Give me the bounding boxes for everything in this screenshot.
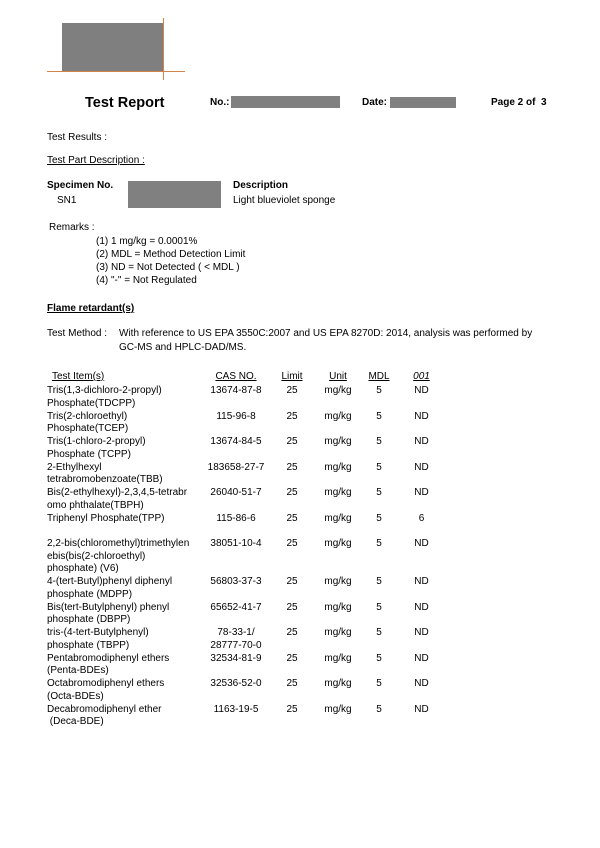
table-row <box>47 678 444 704</box>
col-header-result-001: 001 <box>413 371 430 382</box>
cell-cas-no-line: 1163-19-5 <box>213 703 259 715</box>
cell-cas-no <box>205 602 267 628</box>
cell-limit: 25 <box>286 385 298 396</box>
date-label: Date: <box>362 97 388 108</box>
table-row <box>47 627 444 653</box>
cell-test-item <box>47 513 205 539</box>
cell-mdl: 5 <box>376 410 382 422</box>
company-logo <box>62 23 164 71</box>
col-header-limit: Limit <box>281 371 303 382</box>
redacted-specimen-id <box>128 181 221 208</box>
cell-test-item-line: (Octa-BDEs) <box>47 690 104 702</box>
table-row <box>47 576 444 602</box>
cell-limit: 25 <box>286 436 298 447</box>
table-row <box>47 653 444 679</box>
specimen-no-header: Specimen No. <box>47 180 114 191</box>
cell-test-item <box>47 678 205 704</box>
cell-mdl: 5 <box>376 487 382 498</box>
cell-cas-no-line: 115-86-6 <box>216 512 256 524</box>
cell-test-item-line: (Deca-BDE) <box>47 716 104 727</box>
cell-cas-no <box>205 487 267 513</box>
cell-mdl: 5 <box>376 601 382 613</box>
cell-unit: mg/kg <box>324 576 352 587</box>
table-row <box>47 411 444 437</box>
cell-test-item-line: Decabromodiphenyl ether <box>47 703 162 715</box>
description-header: Description <box>233 180 289 191</box>
cell-limit: 25 <box>286 461 298 473</box>
cell-cas-no <box>205 436 267 462</box>
cell-unit: mg/kg <box>324 652 352 664</box>
table-row <box>47 487 444 513</box>
cell-cas-no <box>205 576 267 602</box>
cell-test-item <box>47 462 205 488</box>
test-method-line1: With reference to US EPA 3550C:2007 and US EPA 8270D: 2014, analysis was performed by <box>119 328 533 339</box>
cell-mdl: 5 <box>376 436 382 447</box>
cell-unit: mg/kg <box>324 538 352 549</box>
col-header-test-item: Test Item(s) <box>52 371 105 382</box>
cell-test-item-line: omo phthalate(TBPH) <box>47 499 144 511</box>
table-row <box>47 436 444 462</box>
cell-cas-no-line: 183658-27-7 <box>207 461 265 473</box>
cell-limit: 25 <box>286 601 298 613</box>
table-row <box>47 385 444 411</box>
col-header-unit: Unit <box>329 371 347 382</box>
cell-cas-no-line: 38051-10-4 <box>210 538 262 549</box>
cell-cas-no <box>205 678 267 704</box>
cell-test-item-line: phosphate (MDPP) <box>47 588 133 600</box>
cell-test-item <box>47 411 205 437</box>
cell-test-item-line: 2-Ethylhexyl <box>47 461 102 473</box>
cell-limit: 25 <box>286 538 298 549</box>
cell-test-item-line: Tris(2-chloroethyl) <box>47 410 128 422</box>
redacted-date <box>390 97 456 108</box>
col-header-mdl: MDL <box>368 371 390 382</box>
cell-test-item-line: ebis(bis(2-chloroethyl) <box>47 550 146 562</box>
cell-test-item-line: Phosphate(TCEP) <box>47 423 129 434</box>
cell-test-item-line: tris-(4-tert-Butylphenyl) <box>47 627 149 638</box>
cell-test-item-line: Phosphate(TDCPP) <box>47 397 136 409</box>
cell-test-item-line: Bis(tert-Butylphenyl) phenyl <box>47 601 170 613</box>
test-method-label: Test Method : <box>47 328 108 339</box>
cell-cas-no-line: 78-33-1/ <box>217 627 255 638</box>
cell-test-item-line: Phosphate (TCPP) <box>47 448 131 460</box>
cell-mdl: 5 <box>376 512 382 524</box>
cell-cas-no-line: 28777-70-0 <box>210 639 262 651</box>
remark-item: (1) 1 mg/kg = 0.0001% <box>96 236 198 247</box>
cell-result-001: ND <box>414 538 429 549</box>
cell-result-001: ND <box>414 703 429 715</box>
cell-test-item-line: 4-(tert-Butyl)phenyl diphenyl <box>47 576 173 587</box>
cell-test-item-line: Octabromodiphenyl ethers <box>47 678 165 689</box>
cell-result-001: ND <box>414 410 429 422</box>
table-row <box>47 513 444 539</box>
cell-cas-no-line: 32536-52-0 <box>210 678 262 689</box>
cell-cas-no <box>205 538 267 576</box>
specimen-no: SN1 <box>57 195 77 206</box>
cell-test-item <box>47 653 205 679</box>
cell-unit: mg/kg <box>324 436 352 447</box>
cell-unit: mg/kg <box>324 678 352 689</box>
cell-mdl: 5 <box>376 652 382 664</box>
cell-test-item-line: tetrabromobenzoate(TBB) <box>47 474 163 485</box>
cell-test-item-line: (Penta-BDEs) <box>47 665 109 676</box>
cell-cas-no-line: 115-96-8 <box>216 410 256 422</box>
logo-rule-vertical <box>163 18 164 80</box>
cell-cas-no <box>205 704 267 730</box>
cell-cas-no-line: 26040-51-7 <box>210 487 262 498</box>
test-results-label: Test Results : <box>47 132 108 143</box>
cell-test-item <box>47 385 205 411</box>
cell-unit: mg/kg <box>324 410 352 422</box>
cell-test-item <box>47 704 205 730</box>
cell-result-001: ND <box>414 576 429 587</box>
cell-unit: mg/kg <box>324 512 352 524</box>
cell-test-item-line: Tris(1,3-dichloro-2-propyl) <box>47 385 162 396</box>
cell-test-item-line: phosphate) (V6) <box>47 563 119 574</box>
cell-result-001: ND <box>414 652 429 664</box>
cell-mdl: 5 <box>376 678 382 689</box>
cell-limit: 25 <box>286 512 298 524</box>
cell-result-001: ND <box>414 678 429 689</box>
cell-test-item <box>47 436 205 462</box>
cell-cas-no <box>205 385 267 411</box>
section-title: Flame retardant(s) <box>47 303 135 314</box>
cell-mdl: 5 <box>376 461 382 473</box>
cell-cas-no <box>205 462 267 488</box>
remarks-label: Remarks : <box>49 222 95 233</box>
cell-cas-no-line: 13674-84-5 <box>210 436 262 447</box>
cell-limit: 25 <box>286 576 298 587</box>
cell-cas-no-line: 56803-37-3 <box>210 576 262 587</box>
cell-limit: 25 <box>286 678 298 689</box>
cell-cas-no <box>205 513 267 539</box>
cell-limit: 25 <box>286 652 298 664</box>
cell-unit: mg/kg <box>324 601 352 613</box>
results-table <box>47 371 444 729</box>
cell-cas-no-line: 32534-81-9 <box>210 652 262 664</box>
report-title: Test Report <box>85 95 165 111</box>
cell-result-001: 6 <box>418 512 425 524</box>
test-method-line2: GC-MS and HPLC-DAD/MS. <box>119 342 247 353</box>
cell-test-item-line: 2,2-bis(chloromethyl)trimethylen <box>47 538 190 549</box>
cell-test-item-line: phosphate (TBPP) <box>47 639 130 651</box>
cell-cas-no <box>205 411 267 437</box>
cell-unit: mg/kg <box>324 461 352 473</box>
cell-test-item-line: Tris(1-chloro-2-propyl) <box>47 436 146 447</box>
cell-test-item-line: Bis(2-ethylhexyl)-2,3,4,5-tetrabr <box>47 487 188 498</box>
cell-limit: 25 <box>286 487 298 498</box>
cell-result-001: ND <box>414 436 429 447</box>
cell-test-item-line: Pentabromodiphenyl ethers <box>47 652 170 664</box>
table-row <box>47 602 444 628</box>
remark-item: (4) "-" = Not Regulated <box>96 275 197 286</box>
cell-test-item-line: phosphate (DBPP) <box>47 614 131 625</box>
cell-result-001: ND <box>414 627 429 638</box>
cell-limit: 25 <box>286 703 298 715</box>
logo-rule-horizontal <box>47 71 185 72</box>
cell-unit: mg/kg <box>324 487 352 498</box>
cell-mdl: 5 <box>376 385 382 396</box>
col-header-cas-no: CAS NO. <box>215 371 257 382</box>
cell-mdl: 5 <box>376 576 382 587</box>
table-row <box>47 538 444 576</box>
cell-cas-no-line: 13674-87-8 <box>210 385 262 396</box>
table-row <box>47 704 444 730</box>
cell-test-item-line: Triphenyl Phosphate(TPP) <box>47 512 165 524</box>
cell-cas-no <box>205 627 267 653</box>
redacted-report-no <box>231 96 340 108</box>
cell-test-item <box>47 627 205 653</box>
cell-test-item <box>47 602 205 628</box>
page-number: Page 2 of 3 <box>491 97 547 108</box>
table-header-row <box>47 371 444 385</box>
cell-limit: 25 <box>286 627 298 638</box>
remark-item: (2) MDL = Method Detection Limit <box>96 249 246 260</box>
cell-result-001: ND <box>414 385 429 396</box>
cell-cas-no <box>205 653 267 679</box>
cell-mdl: 5 <box>376 703 382 715</box>
cell-test-item <box>47 538 205 576</box>
cell-mdl: 5 <box>376 627 382 638</box>
table-row <box>47 462 444 488</box>
cell-limit: 25 <box>286 410 298 422</box>
cell-result-001: ND <box>414 461 429 473</box>
specimen-description: Light blueviolet sponge <box>233 195 336 206</box>
cell-unit: mg/kg <box>324 703 352 715</box>
cell-result-001: ND <box>414 601 429 613</box>
cell-test-item <box>47 487 205 513</box>
cell-unit: mg/kg <box>324 627 352 638</box>
cell-result-001: ND <box>414 487 429 498</box>
report-no-label: No.: <box>210 97 230 108</box>
test-part-description-label: Test Part Description : <box>47 155 145 166</box>
cell-test-item <box>47 576 205 602</box>
remark-item: (3) ND = Not Detected ( < MDL ) <box>96 262 240 273</box>
cell-unit: mg/kg <box>324 385 352 396</box>
cell-mdl: 5 <box>376 538 382 549</box>
cell-cas-no-line: 65652-41-7 <box>210 601 262 613</box>
